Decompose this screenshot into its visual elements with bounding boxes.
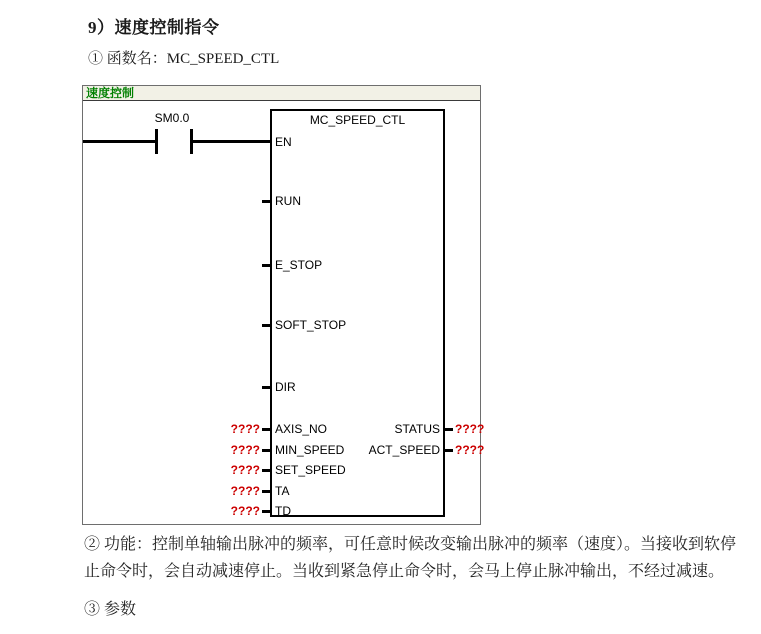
contact-bar-right <box>190 129 193 154</box>
pin-value-td: ???? <box>230 504 260 518</box>
section-heading: 9）速度控制指令 <box>88 18 220 37</box>
ladder-canvas <box>83 101 485 524</box>
pin-tick-ta <box>262 490 270 493</box>
pin-tick-soft-stop <box>262 324 270 327</box>
pin-tick-td <box>262 510 270 513</box>
pin-label-status: STATUS <box>394 422 440 436</box>
pin-value-ta: ???? <box>230 484 260 498</box>
pin-tick-status <box>445 428 453 431</box>
pin-label-dir: DIR <box>275 380 296 394</box>
pin-tick-min-speed <box>262 449 270 452</box>
pin-label-en: EN <box>275 135 292 149</box>
rung-wire-right <box>193 140 271 143</box>
pin-value-set-speed: ???? <box>230 463 260 477</box>
pin-label-ta: TA <box>275 484 290 498</box>
pin-label-min-speed: MIN_SPEED <box>275 443 345 457</box>
pin-value-status: ???? <box>455 422 485 436</box>
function-description: ② 功能：控制单轴输出脉冲的频率，可任意时候改变输出脉冲的频率（速度）。当接收到软停止命令时，会自动减速停止。当收到紧急停止命令时，会马上停止脉冲输出，不经过减速。 <box>84 536 737 580</box>
pin-tick-axis-no <box>262 428 270 431</box>
function-block-title: MC_SPEED_CTL <box>309 113 406 127</box>
pin-label-soft-stop: SOFT_STOP <box>275 318 347 332</box>
network-title-bar <box>83 86 480 101</box>
pin-tick-e-stop <box>262 264 270 267</box>
pin-value-min-speed: ???? <box>230 443 260 457</box>
contact-bar-left <box>155 129 158 154</box>
pin-label-run: RUN <box>275 194 301 208</box>
pin-tick-run <box>262 200 270 203</box>
pin-label-td: TD <box>275 504 291 518</box>
contact-label: SM0.0 <box>154 111 190 125</box>
pin-value-act-speed: ???? <box>455 443 485 457</box>
pin-label-axis-no: AXIS_NO <box>275 422 328 436</box>
pin-label-e-stop: E_STOP <box>275 258 323 272</box>
pin-tick-act-speed <box>445 449 453 452</box>
pin-value-axis-no: ???? <box>230 422 260 436</box>
pin-label-act-speed: ACT_SPEED <box>368 443 440 457</box>
params-heading: ③ 参数 <box>84 601 137 618</box>
function-name-line: ① 函数名：MC_SPEED_CTL <box>88 51 280 67</box>
rung-wire-left <box>83 140 157 143</box>
network-title: 速度控制 <box>86 86 135 100</box>
ladder-network <box>82 85 485 525</box>
pin-tick-dir <box>262 386 270 389</box>
pin-label-set-speed: SET_SPEED <box>275 463 346 477</box>
pin-tick-set-speed <box>262 469 270 472</box>
function-block <box>230 109 485 518</box>
